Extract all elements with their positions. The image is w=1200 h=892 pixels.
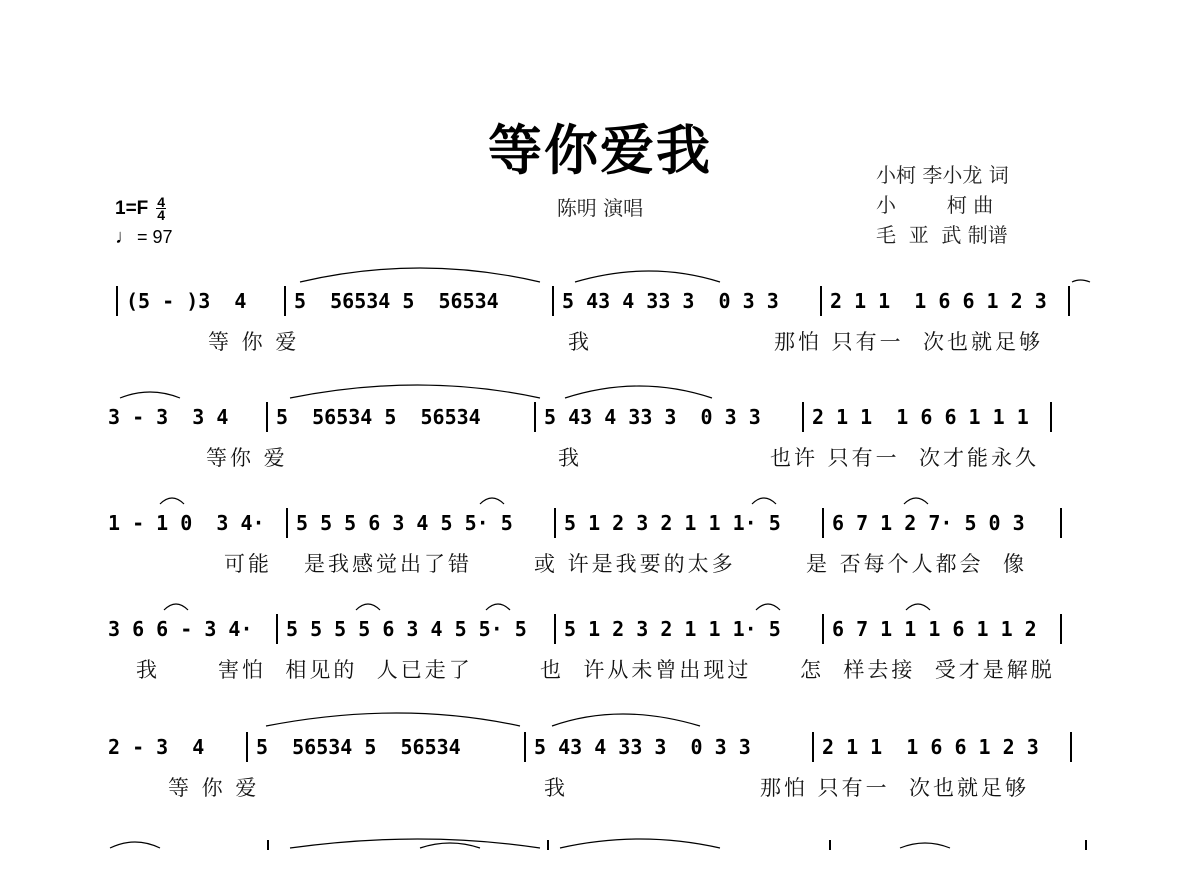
- lyric: 等 你 爱: [168, 776, 260, 800]
- measure: 6 7 1 2 7· 5 0 3: [832, 511, 1025, 535]
- time-signature: [156, 196, 166, 221]
- lyricist-credit: 小柯 李小龙 词: [876, 163, 1009, 187]
- lyric: 或 许是我要的太多: [534, 552, 736, 576]
- time-signature-top: 4: [157, 194, 166, 210]
- lyric: 是我感觉出了错: [304, 552, 472, 576]
- lyric: 我: [544, 776, 568, 800]
- lyric: 那怕 只有一 次也就足够: [760, 776, 1030, 800]
- measure: (5 - )3 4: [126, 289, 247, 313]
- measure: 5 43 4 33 3 0 3 3: [544, 405, 761, 429]
- lyric: 是 否每个人都会 像: [806, 552, 1028, 576]
- measure: 5 1 2 3 2 1 1 1· 5: [564, 617, 781, 641]
- lyric: 等 你 爱: [208, 330, 300, 354]
- key-signature: [115, 196, 166, 221]
- lyric: 我: [568, 330, 592, 354]
- measure: 5 56534 5 56534: [294, 289, 499, 313]
- measure: 3 - 3 3 4: [108, 405, 229, 429]
- lyric: 等你 爱: [206, 446, 288, 470]
- lyric: 怎 样去接 受才是解脱: [800, 658, 1055, 682]
- singer-credit: 陈明 演唱: [556, 196, 644, 220]
- lyric: 也许 只有一 次才能永久: [770, 446, 1040, 470]
- lyric: 害怕 相见的 人已走了: [218, 658, 473, 682]
- lyric: 我: [136, 658, 160, 682]
- measure: 5 56534 5 56534: [256, 735, 461, 759]
- composer-credit: 小 柯 曲: [876, 193, 994, 217]
- arranger-credit: 毛 亚 武 制谱: [876, 223, 1008, 247]
- measure: 2 1 1 1 6 6 1 2 3: [830, 289, 1047, 313]
- measure: 5 43 4 33 3 0 3 3: [562, 289, 779, 313]
- lyric: 可能: [224, 552, 272, 576]
- measure: 2 1 1 1 6 6 1 1 1: [812, 405, 1029, 429]
- tempo-value: = 97: [137, 227, 173, 247]
- key-label: 1=F: [115, 197, 149, 219]
- credits-block: [876, 160, 1009, 250]
- tempo-marking: [115, 226, 173, 249]
- time-signature-bottom: 4: [157, 207, 166, 223]
- partial-system-slurs: [0, 826, 1200, 850]
- measure: 5 56534 5 56534: [276, 405, 481, 429]
- measure: 1 - 1 0 3 4·: [108, 511, 265, 535]
- lyric: 我: [558, 446, 582, 470]
- measure: 5 43 4 33 3 0 3 3: [534, 735, 751, 759]
- lyric: 也 许从未曾出现过: [540, 658, 752, 682]
- slur-overlay: [0, 260, 1200, 820]
- measure: 6 7 1 1 1 6 1 1 2: [832, 617, 1037, 641]
- quarter-note-icon: ♩: [115, 226, 135, 248]
- measure: 5 5 5 6 3 4 5 5· 5: [296, 511, 513, 535]
- measure: 5 1 2 3 2 1 1 1· 5: [564, 511, 781, 535]
- measure: 2 - 3 4: [108, 735, 205, 759]
- lyric: 那怕 只有一 次也就足够: [774, 330, 1044, 354]
- measure: 5 5 5 5 6 3 4 5 5· 5: [286, 617, 527, 641]
- song-title: 等你爱我: [488, 118, 712, 182]
- measure: 2 1 1 1 6 6 1 2 3: [822, 735, 1039, 759]
- measure: 3 6 6 - 3 4·: [108, 617, 253, 641]
